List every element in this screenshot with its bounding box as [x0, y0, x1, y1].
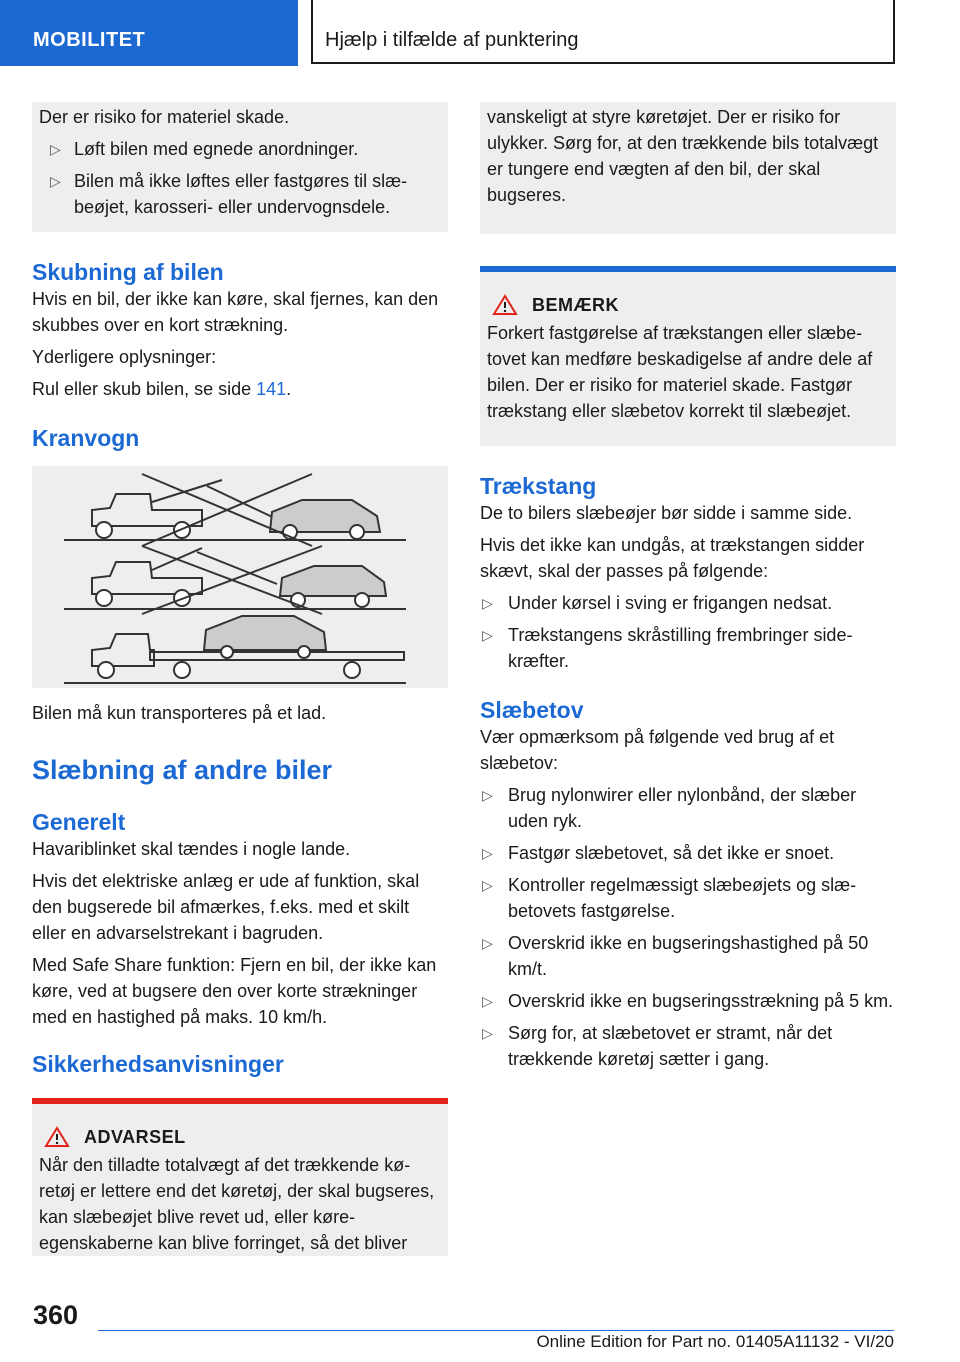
paragraph: Yderligere oplysninger:: [32, 347, 217, 367]
list-item: ▷ Løft bilen med egnede anordninger.: [39, 136, 440, 162]
footer-edition: Online Edition for Part no. 01405A11132 - VI/20: [536, 1332, 894, 1351]
note-text: Forkert fastgørelse af trækstangen eller slæbetovet kan medføre beskadigelse af andre dele af bilen. Der er risiko for materiel skade. Fastgør trækstang eller slæbetov korrekt til slæbeøjet.: [487, 323, 873, 421]
triangle-bullet-icon: ▷: [482, 993, 493, 1009]
triangle-bullet-icon: ▷: [482, 627, 493, 643]
chapter-title: Hjælp i tilfælde af punktering: [311, 0, 895, 64]
warning-box: [32, 1098, 448, 1256]
traekstang-bullets: [480, 590, 896, 674]
list-item: ▷ Brug nylonwirer eller nylonbånd, der slæber uden ryk.: [480, 782, 896, 834]
page-link-141[interactable]: 141: [256, 379, 287, 399]
slaebetov-bullets: [480, 782, 896, 1072]
note-box: [480, 266, 896, 446]
right-column: [480, 102, 896, 1078]
heading-slaebetov: Slæbetov: [480, 697, 584, 723]
paragraph: Vær opmærksom på følgende ved brug af et slæbetov:: [480, 727, 835, 773]
box-text: Der er risiko for materiel skade.: [39, 107, 290, 127]
warning-triangle-icon: [44, 1126, 70, 1148]
triangle-bullet-icon: ▷: [482, 1025, 493, 1041]
paragraph: De to bilers slæbeøjer bør sidde i samme side.: [480, 503, 853, 523]
list-item: ▷ Sørg for, at slæbetovet er stramt, når det trækkende køretøj sætter i gang.: [480, 1020, 896, 1072]
note-label: BEMÆRK: [532, 294, 619, 315]
damage-info-box: [32, 102, 448, 232]
warning-triangle-icon: [492, 294, 518, 316]
page-number: 360: [33, 1300, 79, 1330]
heading-sikkerhed: Sikkerhedsanvisninger: [32, 1051, 284, 1077]
warning-continued-text: vanskeligt at styre køretøjet. Der er risiko for ulykker. Sørg for, at den trækkende bils totalvægt er tungere end vægten af den bil, der skal bugseres.: [487, 107, 879, 205]
triangle-bullet-icon: ▷: [482, 845, 493, 861]
triangle-bullet-icon: ▷: [482, 787, 493, 803]
heading-skubning: Skubning af bilen: [32, 259, 224, 285]
triangle-bullet-icon: ▷: [482, 935, 493, 951]
triangle-bullet-icon: ▷: [482, 877, 493, 893]
paragraph: Havariblinket skal tændes i nogle lande.: [32, 839, 351, 859]
figure-caption: Bilen må kun transporteres på et lad.: [32, 703, 327, 723]
tow-truck-drawing: [32, 466, 448, 688]
list-item: ▷ Overskrid ikke en bugseringsstrækning på 5 km.: [480, 988, 896, 1014]
footer-divider: [98, 1330, 894, 1331]
section-tab[interactable]: MOBILITET: [0, 0, 298, 66]
heading-slaebning: Slæbning af andre biler: [32, 755, 333, 785]
list-item: ▷ Bilen må ikke løftes eller fastgøres til slæbeøjet, karosseri- eller undervognsdele.: [39, 168, 440, 220]
warning-label: ADVARSEL: [84, 1126, 186, 1147]
triangle-bullet-icon: ▷: [50, 173, 61, 189]
left-column: [32, 102, 448, 1256]
tow-truck-illustration: [32, 466, 448, 688]
list-item: ▷ Trækstangens skråstilling frembringer sidekræfter.: [480, 622, 896, 674]
heading-traekstang: Trækstang: [480, 473, 597, 499]
warning-header: [32, 1104, 448, 1152]
paragraph: Hvis det elektriske anlæg er ude af funktion, skal den bugserede bil afmærkes, f.eks. med et skilt eller en advarselstrekant i bagruden.: [32, 871, 420, 943]
box-bullets: [39, 136, 440, 220]
warning-continuation-box: [480, 102, 896, 234]
paragraph: Rul eller skub bilen, se side 141.: [32, 379, 292, 399]
list-item: ▷ Kontroller regelmæssigt slæbeøjets og slæbetovets fastgørelse.: [480, 872, 896, 924]
list-item: ▷ Overskrid ikke en bugseringshastighed på 50 km/t.: [480, 930, 896, 982]
paragraph: Med Safe Share funktion: Fjern en bil, der ikke kan køre, ved at bugsere den over korte strækninger med en hastighed på maks. 10 km/h.: [32, 955, 437, 1027]
note-header: [480, 272, 896, 320]
paragraph: Hvis en bil, der ikke kan køre, skal fjernes, kan den skubbes over en kort strækning.: [32, 289, 439, 335]
triangle-bullet-icon: ▷: [482, 595, 493, 611]
list-item: ▷ Under kørsel i sving er frigangen nedsat.: [480, 590, 896, 616]
page-header: [0, 0, 960, 66]
heading-generelt: Generelt: [32, 809, 126, 835]
list-item: ▷ Fastgør slæbetovet, så det ikke er snoet.: [480, 840, 896, 866]
paragraph: Hvis det ikke kan undgås, at trækstangen sidder skævt, skal der passes på følgende:: [480, 535, 865, 581]
heading-kranvogn: Kranvogn: [32, 425, 140, 451]
triangle-bullet-icon: ▷: [50, 141, 61, 157]
warning-text: Når den tilladte totalvægt af det trækkende køretøj er lettere end det køretøj, der skal bugseres, kan slæbeøjet blive revet ud, eller køreegenskaberne kan blive forringet, så det bliver: [39, 1155, 435, 1253]
